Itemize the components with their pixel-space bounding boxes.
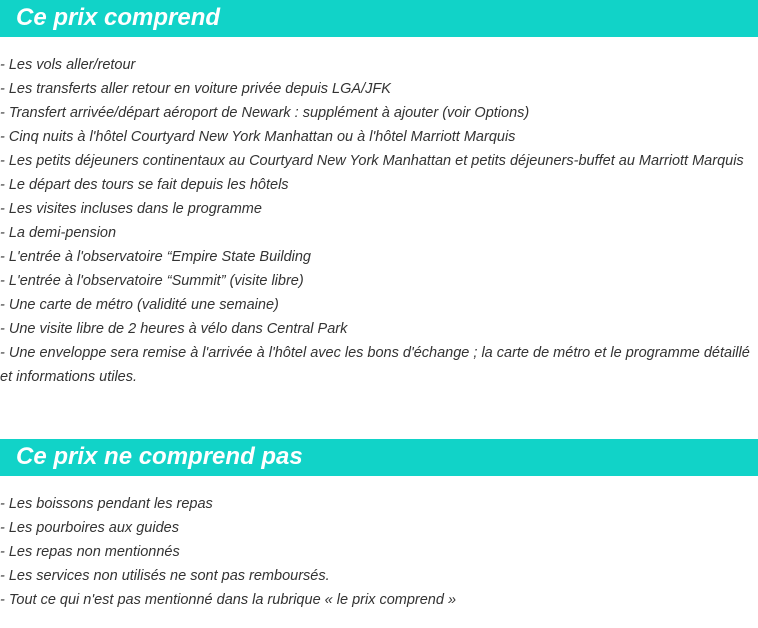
excluded-list <box>0 492 752 612</box>
included-list <box>0 53 752 389</box>
list-item: - Une carte de métro (validité une semaine) <box>0 297 279 313</box>
list-item: - La demi-pension <box>0 225 117 241</box>
list-item: - Les vols aller/retour <box>0 57 136 73</box>
list-item: - Transfert arrivée/départ aéroport de Newark : supplément à ajouter (voir Options) <box>0 105 530 121</box>
list-item: - Le départ des tours se fait depuis les hôtels <box>0 177 289 193</box>
list-item: - Les transferts aller retour en voiture privée depuis LGA/JFK <box>0 81 391 97</box>
list-item: - Les pourboires aux guides <box>0 520 179 536</box>
included-section-header <box>0 0 758 37</box>
excluded-section-title: Ce prix ne comprend pas <box>16 443 303 470</box>
list-item: - Une visite libre de 2 heures à vélo dans Central Park <box>0 321 348 337</box>
list-item: - Les visites incluses dans le programme <box>0 201 262 217</box>
list-item: - L'entrée à l'observatoire “Empire State Building <box>0 249 311 265</box>
list-item: - L'entrée à l'observatoire “Summit” (visite libre) <box>0 273 304 289</box>
list-item: - Tout ce qui n'est pas mentionné dans la rubrique « le prix comprend » <box>0 592 457 608</box>
list-item: - Les repas non mentionnés <box>0 544 180 560</box>
list-item: - Les services non utilisés ne sont pas remboursés. <box>0 568 330 584</box>
excluded-section-header <box>0 439 758 476</box>
list-item: - Les petits déjeuners continentaux au Courtyard New York Manhattan et petits déjeuners-buffet au Marriott Marquis <box>0 153 744 169</box>
included-section-title: Ce prix comprend <box>16 4 221 31</box>
list-item: - Une enveloppe sera remise à l'arrivée à l'hôtel avec les bons d'échange ; la carte de métro et le programme détaillé et informations utiles. <box>0 345 750 385</box>
list-item: - Les boissons pendant les repas <box>0 496 213 512</box>
list-item: - Cinq nuits à l'hôtel Courtyard New York Manhattan ou à l'hôtel Marriott Marquis <box>0 129 516 145</box>
